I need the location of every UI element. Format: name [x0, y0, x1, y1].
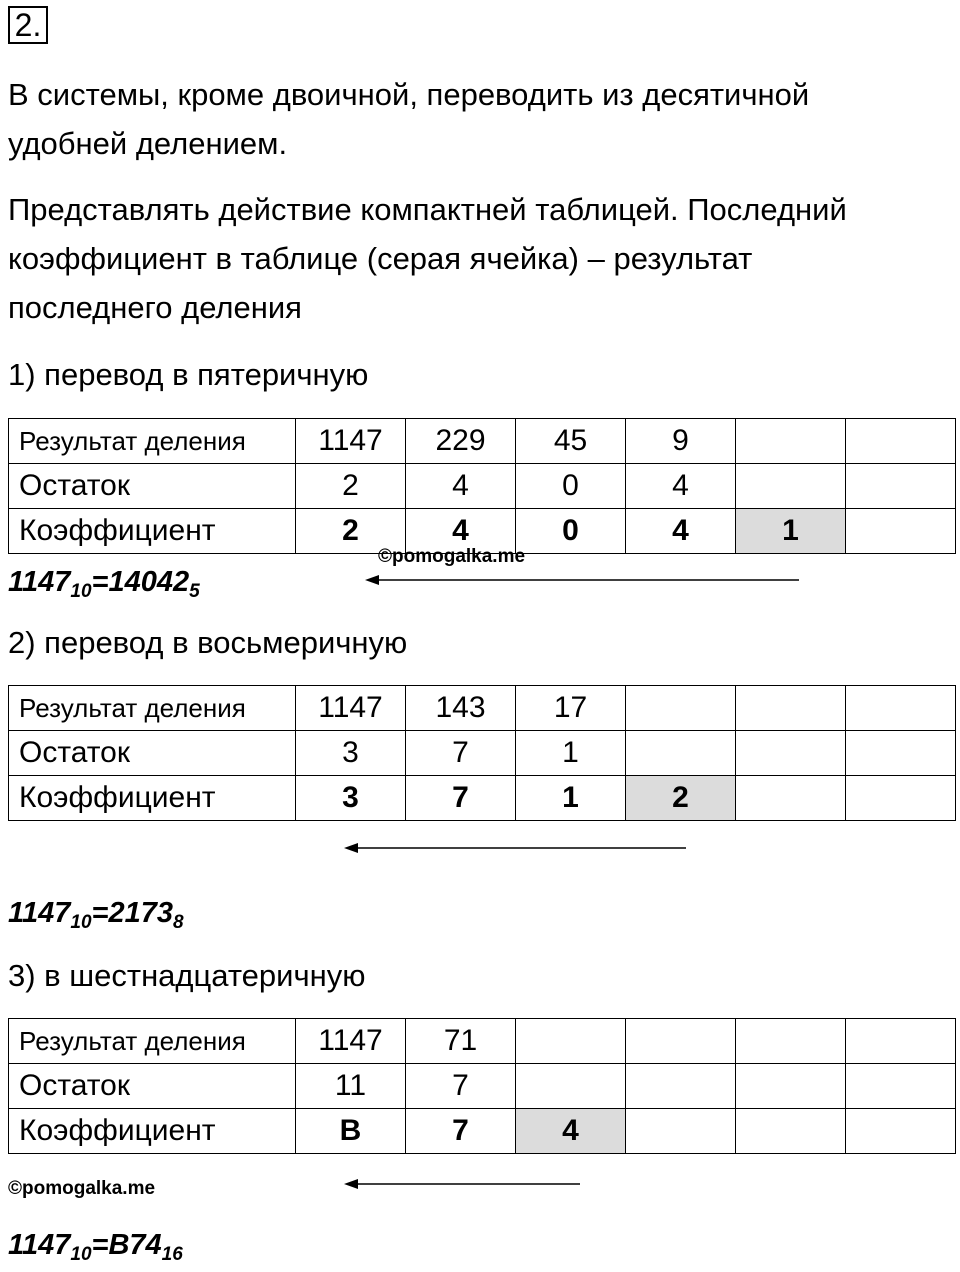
row-label: Коэффициент [9, 776, 296, 821]
result-value: 2173 [108, 897, 173, 929]
table-cell: 0 [516, 464, 626, 509]
table-row [9, 464, 956, 509]
table-cell: 1 [516, 776, 626, 821]
table-cell: 71 [406, 1019, 516, 1064]
table-cell: 7 [406, 776, 516, 821]
table-cell [626, 731, 736, 776]
table-cell: 1147 [296, 686, 406, 731]
table-cell: 3 [296, 776, 406, 821]
gray-cell: 4 [516, 1109, 626, 1154]
table-cell: 3 [296, 731, 406, 776]
table-cell [846, 1019, 956, 1064]
table-cell: 7 [406, 731, 516, 776]
table-cell [846, 1064, 956, 1109]
table-cell [736, 1109, 846, 1154]
table-cell: 1 [516, 731, 626, 776]
table-row [9, 419, 956, 464]
table-cell [736, 731, 846, 776]
result-base-to: 5 [189, 581, 200, 602]
table-cell: 143 [406, 686, 516, 731]
section-2-table [8, 685, 956, 821]
result-base-to: 16 [161, 1244, 183, 1265]
section-2-result: $1147_{10}=2173_8$ [8, 897, 184, 933]
table-row [9, 731, 956, 776]
result-value: 14042 [108, 566, 190, 598]
table-cell [846, 1109, 956, 1154]
table-cell [626, 1064, 736, 1109]
table-cell: 9 [626, 419, 736, 464]
table-cell [736, 1019, 846, 1064]
table-cell [846, 731, 956, 776]
table-cell [846, 509, 956, 554]
table-cell: 0 [516, 509, 626, 554]
table-cell: 7 [406, 1109, 516, 1154]
gray-cell: 1 [736, 509, 846, 554]
row-label: Результат деления [9, 419, 296, 464]
section-1-result: $1147_{10}=14042_5$ [8, 566, 200, 602]
result-number: 1147 [8, 1229, 71, 1261]
table-cell: 7 [406, 1064, 516, 1109]
table-cell [846, 686, 956, 731]
result-number: 1147 [8, 897, 71, 929]
section-3-heading: 3) в шестнадцатеричную [8, 958, 366, 993]
table-cell [846, 464, 956, 509]
intro-text [8, 70, 809, 168]
section-3-result: $1147_{10}=B74_{16}$ [8, 1229, 183, 1265]
table-cell [736, 776, 846, 821]
watermark: ©pomogalka.me [8, 1178, 156, 1199]
table-cell: 229 [406, 419, 516, 464]
left-arrow-icon [365, 574, 801, 586]
intro-line-2: удобней делением. [8, 126, 288, 161]
section-1-heading: 1) перевод в пятеричную [8, 357, 369, 392]
table-row [9, 686, 956, 731]
gray-cell: 2 [626, 776, 736, 821]
table-cell: 1147 [296, 419, 406, 464]
result-base-from: 10 [70, 912, 92, 933]
row-label: Остаток [9, 464, 296, 509]
watermark: ©pomogalka.me [378, 546, 526, 567]
table-cell [736, 464, 846, 509]
table-cell [516, 1064, 626, 1109]
table-cell [516, 1019, 626, 1064]
row-label: Остаток [9, 1064, 296, 1109]
result-base-from: 10 [70, 581, 92, 602]
description-line-2: коэффициент в таблице (серая ячейка) – результат [8, 241, 753, 276]
table-cell: 17 [516, 686, 626, 731]
section-2-heading: 2) перевод в восьмеричную [8, 625, 408, 660]
row-label: Коэффициент [9, 509, 296, 554]
row-label: Коэффициент [9, 1109, 296, 1154]
section-1-table [8, 418, 956, 554]
description-text [8, 185, 847, 332]
table-cell: B [296, 1109, 406, 1154]
table-cell [626, 686, 736, 731]
row-label: Результат деления [9, 1019, 296, 1064]
section-3-table [8, 1018, 956, 1154]
table-cell [736, 419, 846, 464]
table-cell [846, 776, 956, 821]
table-cell [846, 419, 956, 464]
table-cell: 2 [296, 464, 406, 509]
intro-line-1: В системы, кроме двоичной, переводить из десятичной [8, 77, 810, 112]
description-line-1: Представлять действие компактней таблицей. Последний [8, 192, 847, 227]
left-arrow-icon [344, 1178, 582, 1190]
table-cell: 45 [516, 419, 626, 464]
table-row [9, 1064, 956, 1109]
table-cell: 4 [626, 509, 736, 554]
result-base-from: 10 [70, 1244, 92, 1265]
result-number: 1147 [8, 566, 71, 598]
table-cell: 4 [626, 464, 736, 509]
table-cell: 2 [296, 509, 406, 554]
table-cell: 4 [406, 509, 516, 554]
table-cell: 1147 [296, 1019, 406, 1064]
table-row [9, 1019, 956, 1064]
task-number: 2. [8, 6, 48, 44]
table-cell: 11 [296, 1064, 406, 1109]
table-cell [626, 1019, 736, 1064]
table-cell [736, 686, 846, 731]
row-label: Результат деления [9, 686, 296, 731]
result-base-to: 8 [172, 912, 184, 933]
result-value: B74 [108, 1229, 162, 1261]
table-row [9, 776, 956, 821]
table-cell [626, 1109, 736, 1154]
table-cell [736, 1064, 846, 1109]
table-cell: 4 [406, 464, 516, 509]
description-line-3: последнего деления [8, 290, 302, 325]
left-arrow-icon [344, 842, 688, 854]
table-row [9, 1109, 956, 1154]
row-label: Остаток [9, 731, 296, 776]
